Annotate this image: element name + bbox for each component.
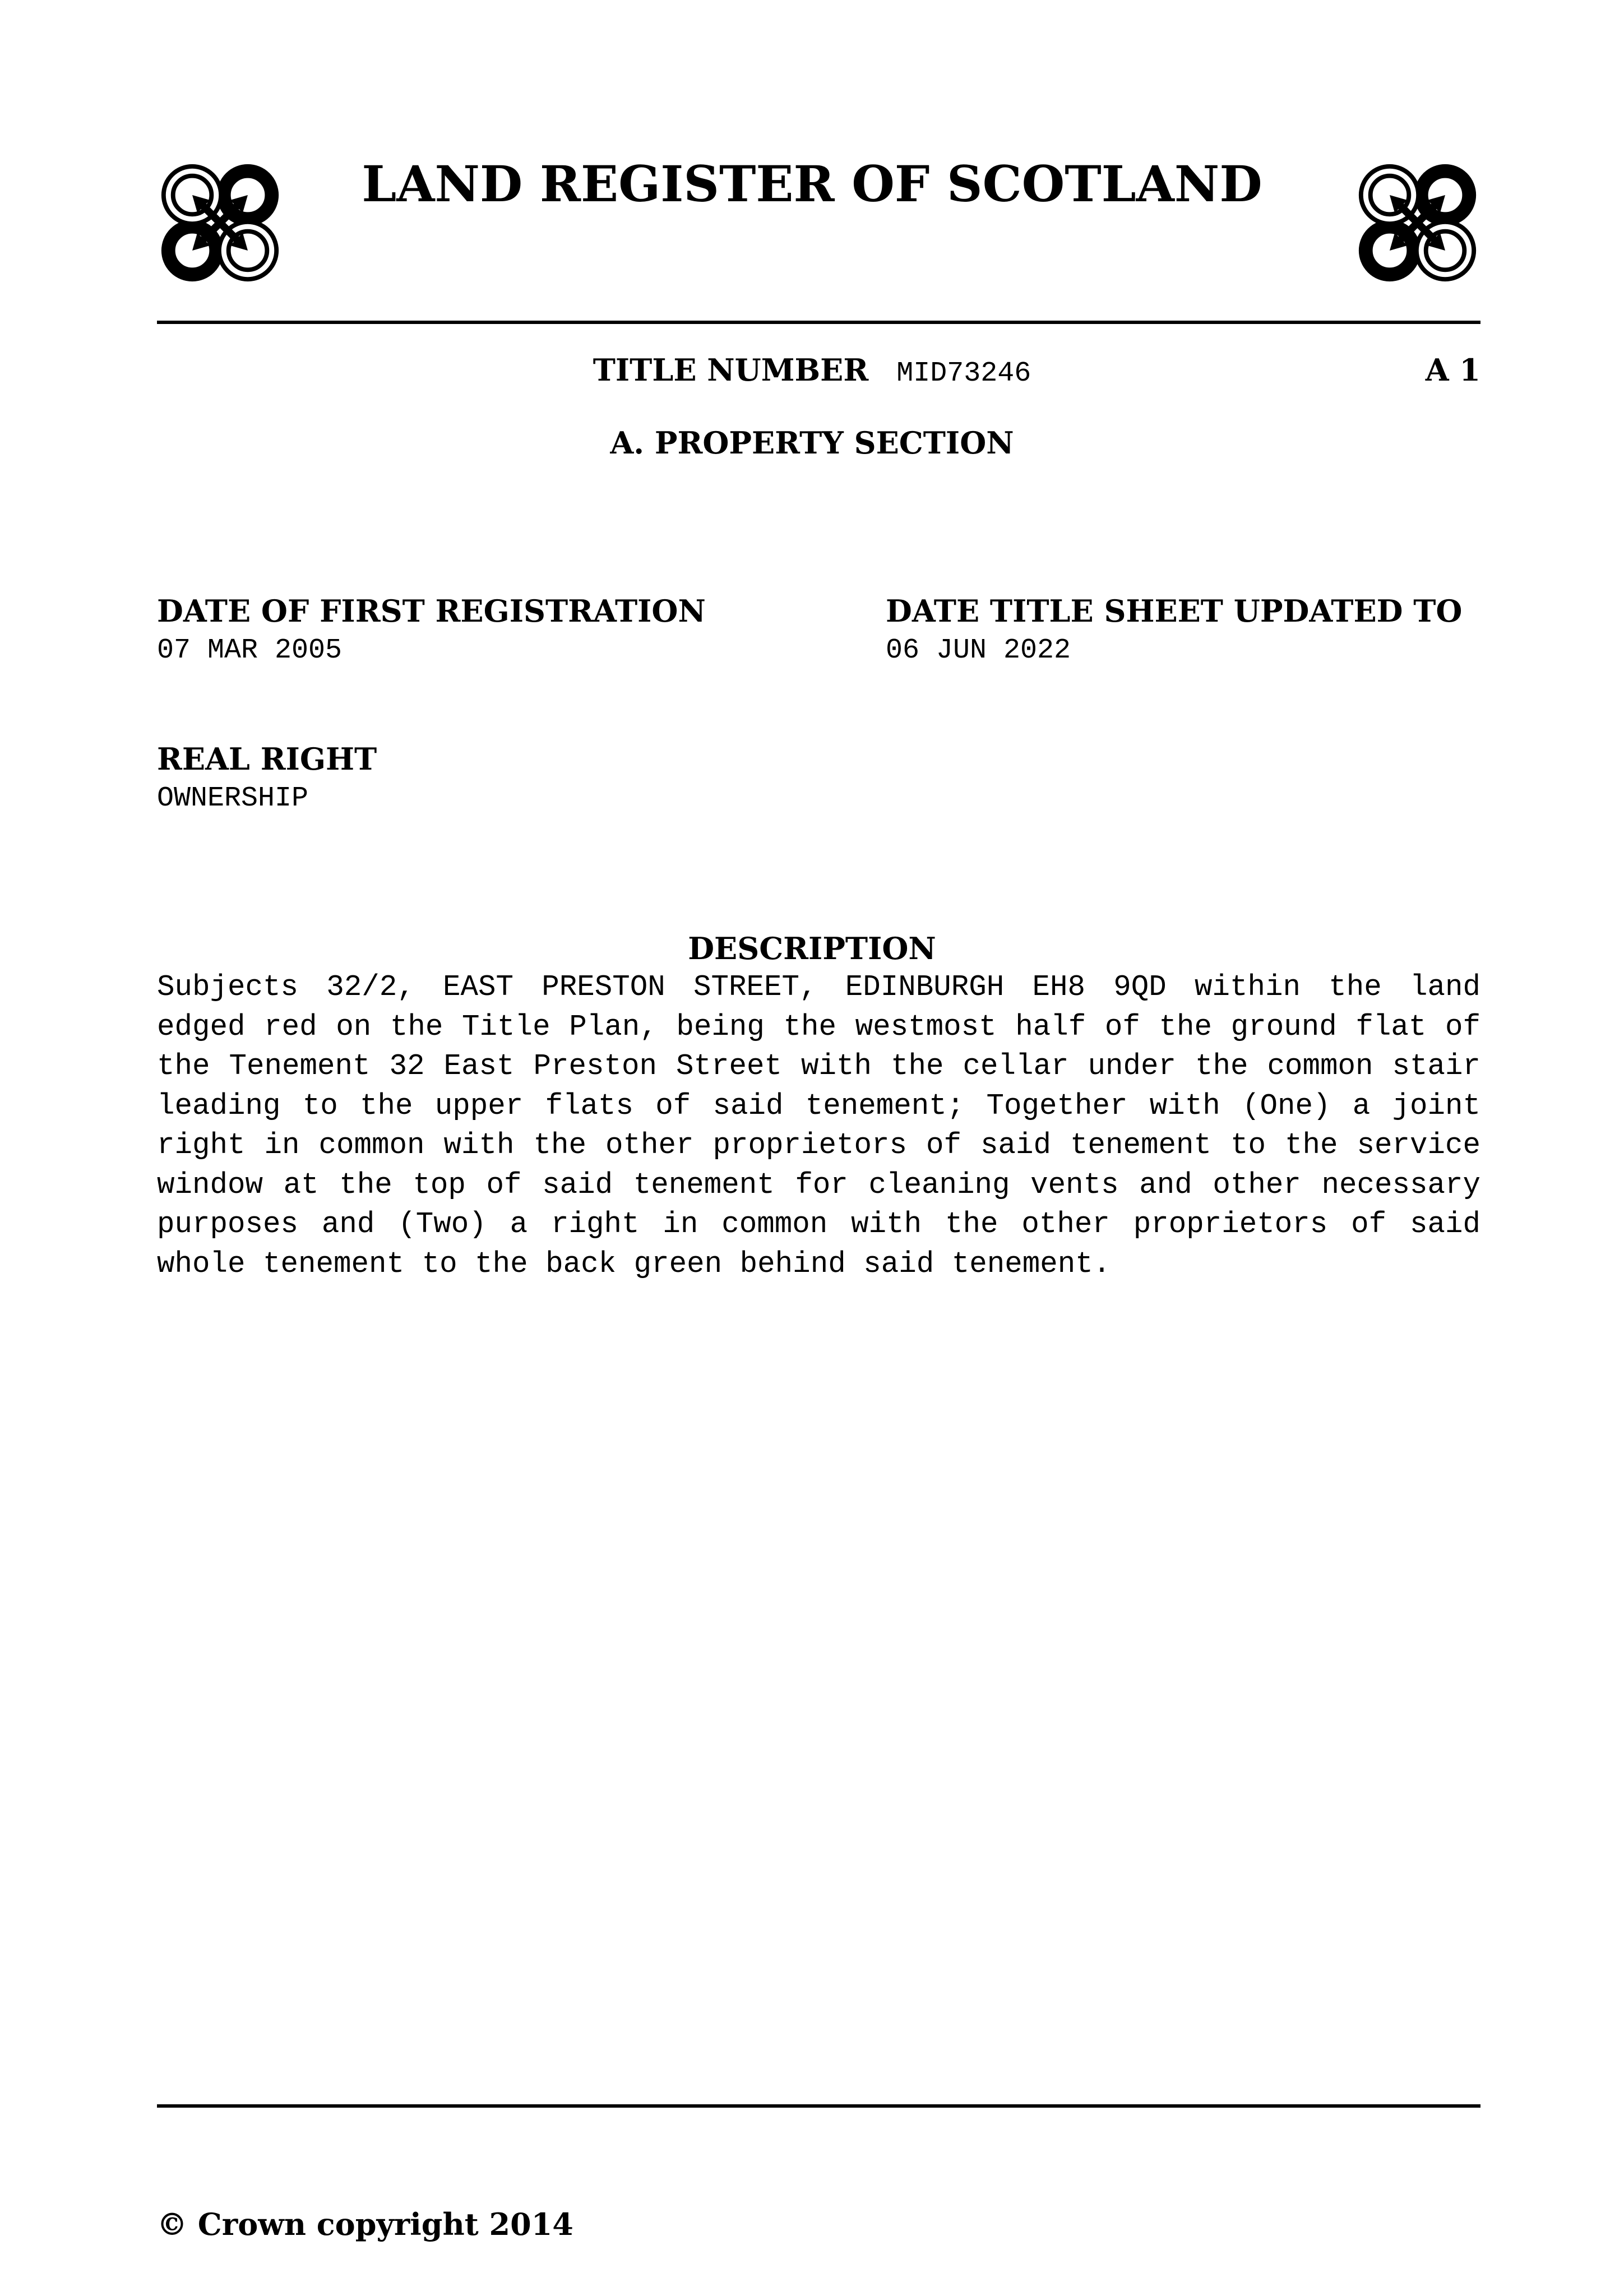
footer-divider [157, 2104, 1480, 2108]
real-right-label: REAL RIGHT [157, 741, 377, 777]
section-title: A. PROPERTY SECTION [610, 425, 1014, 461]
description-text: Subjects 32/2, EAST PRESTON STREET, EDINBURGH EH8 9QD within the land edged red on the Title Plan, being the westmost half of the ground flat of the Tenement 32 East Preston Street with the cellar under the common stair leading to the upper flats of said tenement; Together with (One) a joint right in common with the other proprietors of said tenement to the service window at the top of said tenement for cleaning vents and other necessary purposes and (Two) a right in common with the other proprietors of said whole tenement to the back green behind said tenement. [157, 970, 1480, 1281]
title-sheet-updated-label: DATE TITLE SHEET UPDATED TO [886, 593, 1463, 629]
ros-knot-icon [1354, 160, 1480, 286]
title-number-row [0, 349, 1624, 400]
first-registration-date: 07 MAR 2005 [157, 635, 343, 666]
real-right-value: OWNERSHIP [157, 783, 309, 814]
sheet-reference: A 1 [1425, 352, 1480, 388]
title-number-label: TITLE NUMBER [593, 352, 869, 388]
copyright-notice: © Crown copyright 2014 [157, 2206, 573, 2242]
first-registration-label: DATE OF FIRST REGISTRATION [157, 593, 706, 629]
title-number-value: MID73246 [896, 358, 1031, 390]
description-heading: DESCRIPTION [688, 931, 936, 966]
register-title: LAND REGISTER OF SCOTLAND [362, 155, 1262, 213]
header-divider [157, 321, 1480, 324]
title-sheet-updated-date: 06 JUN 2022 [886, 635, 1071, 666]
